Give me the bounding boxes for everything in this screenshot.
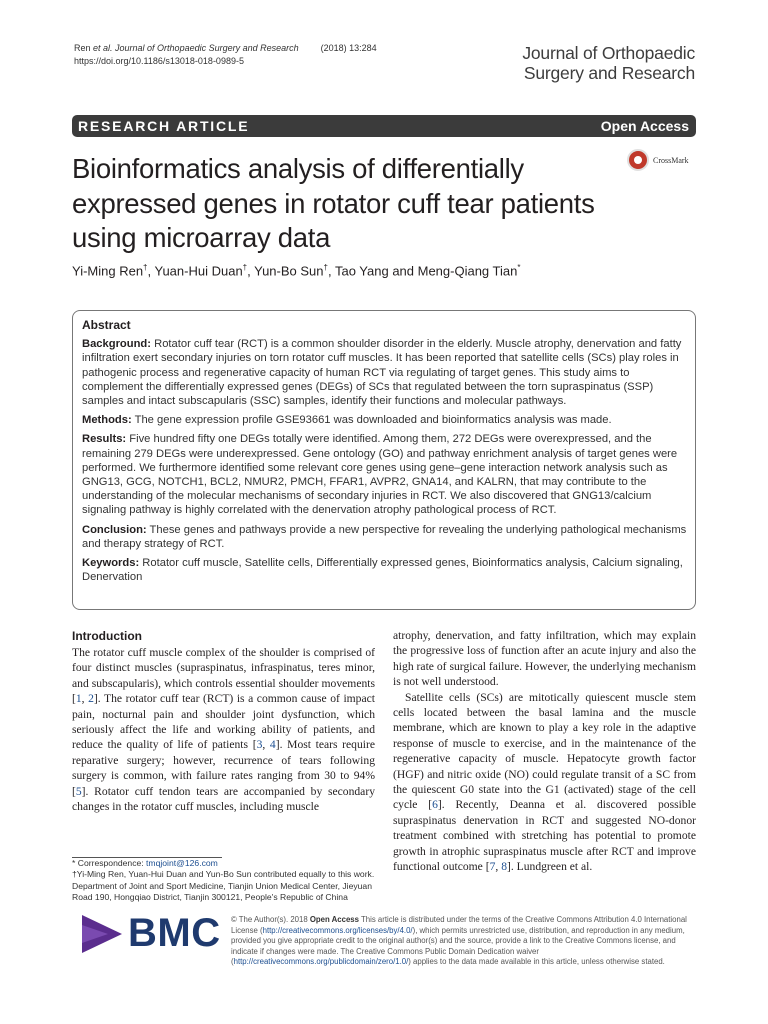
body-text: , [495, 860, 502, 874]
abstract-keywords [82, 556, 687, 584]
introduction-heading: Introduction [72, 629, 142, 643]
intro-paragraph-2 [393, 690, 696, 875]
author-mark: † [242, 263, 248, 272]
article-title: Bioinformatics analysis of differentially expressed genes in rotator cuff tear patients using microarray data [72, 153, 595, 253]
doi-link[interactable]: https://doi.org/10.1186/s13018-018-0989-5 [74, 56, 244, 66]
article-type: RESEARCH ARTICLE [78, 118, 250, 134]
author-name[interactable]: Yi-Ming Ren [72, 263, 144, 279]
open-access-label: Open Access [600, 118, 689, 134]
correspondence [72, 858, 382, 869]
affiliation: Department of Joint and Sport Medicine, Tianjin Union Medical Center, Jieyuan Road 190, Hongqiao District, Tianjin 300121, People's Republic of China [72, 880, 372, 903]
author-list [72, 263, 520, 278]
author-separator: , [147, 263, 155, 279]
section-label: Conclusion: [82, 523, 147, 536]
citation-link[interactable]: 5 [75, 784, 82, 798]
equal-contribution-note: †Yi-Ming Ren, Yuan-Hui Duan and Yun-Bo Sun contributed equally to this work. [72, 869, 375, 880]
section-label: Background: [82, 338, 151, 351]
abstract-background [82, 337, 687, 408]
author-separator: and [388, 263, 418, 279]
citation-header [74, 42, 377, 68]
section-label: Results: [82, 433, 127, 446]
section-label: Methods: [82, 414, 132, 427]
author-name[interactable]: Tao Yang [334, 263, 389, 279]
section-text: These genes and pathways provide a new perspective for revealing the underlying pathological mechanisms and therapy strategy of RCT. [82, 523, 687, 550]
body-text: , [262, 738, 270, 752]
body-text: Satellite cells (SCs) are mitotically quiescent muscle stem cells located between the basal lamina and the muscle membrane, which are known to play a key role in the adaptive response of muscle to exercise, and in the maintenance of the regenerative capacity of muscle. Hepatocyte growth factor (HGF) and nitric oxide (NO) could regulate transit of a SC from the quiescent G0 state into the G1 (activated) stage of the cell cycle [ [393, 690, 696, 812]
license-open-access: Open Access [309, 915, 359, 924]
citation-link[interactable]: 1 [75, 692, 82, 706]
citation-link[interactable]: 2 [88, 692, 94, 706]
author-mark: † [323, 263, 328, 272]
author-separator: , [247, 263, 255, 279]
section-text: Rotator cuff tear (RCT) is a common shoulder disorder in the elderly. Muscle atrophy, denervation and fatty infiltration exert secondary injuries on torn rotator cuff muscles. It has been reported that satellite cells (SCs) play roles in pathogenic process and regenerative capacity of human RCT via regulating of target genes. This study aims to complement the differentially expressed genes (DEGs) of SCs that regulated between the torn supraspinatus (SSP) samples and intact subscapularis (SSC) samples, identify their functions and molecular pathways. [82, 338, 682, 408]
citation-year: (2018) 13:284 [320, 43, 377, 53]
citation-authors: Ren [74, 43, 94, 53]
citation-etal: et al. [93, 43, 113, 53]
citation-link[interactable]: 7 [489, 860, 496, 874]
footnotes [72, 858, 382, 904]
abstract-box [72, 310, 696, 610]
abstract-heading: Abstract [82, 318, 131, 332]
citation-link[interactable]: 4 [269, 738, 276, 752]
crossmark-badge[interactable] [627, 149, 689, 171]
journal-name-line1: Journal of Orthopaedic [522, 43, 695, 63]
citation-link[interactable]: 8 [501, 860, 507, 874]
correspondence-email-link[interactable]: tmqjoint@126.com [146, 858, 218, 868]
journal-name [522, 43, 695, 83]
body-column-right [393, 628, 696, 875]
bmc-logo [82, 911, 221, 956]
correspondence-label: * Correspondence: [72, 858, 147, 868]
body-text: ]. Recently, Deanna et al. discovered possible supraspinatus denervation in RCT and suggested NO-donor treatment combined with stretching has potential to promote growth in atrophic supraspinatus muscle after RCT and improve functional outcome [ [393, 798, 696, 874]
citation-journal: Journal of Orthopaedic Surgery and Research [112, 43, 299, 53]
body-text: ]. Most tears require reparative surgery; however, recurrence of tears following surgery is common, with failure rates ranging from 30 to 94% [ [72, 738, 376, 798]
crossmark-label: CrossMark [653, 155, 689, 165]
author-separator: , [327, 263, 335, 279]
citation-link[interactable]: 3 [256, 738, 263, 752]
intro-paragraph-1-cont: atrophy, denervation, and fatty infiltration, which may explain the progressive loss of function after an acute injury and also the high rate of surgical failure. However, the underlying mechanism is not well understood. [393, 629, 696, 689]
author-name[interactable]: Yuan-Hui Duan [154, 263, 243, 279]
section-text: The gene expression profile GSE93661 was downloaded and bioinformatics analysis was made. [131, 414, 612, 427]
author-mark: * [517, 263, 521, 272]
abstract-conclusion [82, 523, 687, 551]
license-text [231, 915, 697, 968]
author-name[interactable]: Meng-Qiang Tian [417, 263, 518, 279]
license-body: ) applies to the data made available in this article, unless otherwise stated. [408, 957, 665, 967]
bmc-mark-icon [82, 915, 122, 953]
license-body: This article is distributed under the terms of the Creative Commons Attribution 4.0 International License ( [231, 915, 687, 935]
article-type-banner [72, 115, 696, 137]
section-text: Rotator cuff muscle, Satellite cells, Differentially expressed genes, Bioinformatics analysis, Calcium signaling, Denervation [82, 557, 683, 584]
intro-paragraph-1 [72, 645, 375, 814]
body-column-left [72, 628, 375, 814]
citation-link[interactable]: 6 [432, 798, 438, 812]
section-text: Five hundred fifty one DEGs totally were identified. Among them, 272 DEGs were overexpressed, and the remaining 279 DEGs were underexpressed. Gene ontology (GO) and pathway enrichment analysis of target genes were performed. We furthermore identified some relevant core genes using gene–gene interaction network analysis such as GNG13, GCG, NOTCH1, BCL2, NMUR2, PMCH, FFAR1, AVPR2, GNA14, and KALRN, that may contribute to the understanding of the molecular mechanisms of secondary injuries in RCT. We also discovered that GNG13/calcium signaling pathway is highly correlated with the denervation atrophy pathological process of RCT. [82, 433, 678, 517]
author-name[interactable]: Yun-Bo Sun [254, 263, 324, 279]
body-text: ]. Rotator cuff tendon tears are accompanied by secondary changes in the rotator cuff muscles, including muscle [72, 784, 375, 814]
abstract-methods [82, 413, 687, 427]
body-text: The rotator cuff muscle complex of the shoulder is comprised of four distinct muscles (supraspinatus, infraspinatus, teres minor, and subscapularis), which controls essential shoulder movements [ [72, 646, 375, 706]
bmc-logo-text: BMC [128, 911, 221, 955]
author-mark: † [143, 263, 148, 272]
section-label: Keywords: [82, 557, 140, 570]
body-text: ]. Lundgreen et al. [506, 860, 593, 874]
license-body: ), which permits unrestricted use, distribution, and reproduction in any medium, provided you give appropriate credit to the original author(s) and the source, provide a link to the Creative Commons license, and indicate if changes were made. The Creative Commons Public Domain Dedication waiver ( [231, 925, 685, 967]
journal-name-line2: Surgery and Research [523, 63, 695, 83]
license-copyright: © The Author(s). 2018 [231, 915, 310, 924]
license-cc0-link[interactable]: http://creativecommons.org/publicdomain/zero/1.0/ [233, 957, 409, 967]
abstract-results [82, 432, 687, 517]
body-text: ]. The rotator cuff tear (RCT) is a common cause of impact pain, nocturnal pain and shoulder joint dysfunction, which seriously affect the life and working ability of patients, and reduce the quality of life of patients [ [72, 692, 375, 752]
body-text: , [81, 692, 89, 706]
license-cc-by-link[interactable]: http://creativecommons.org/licenses/by/4.0/ [262, 925, 413, 935]
